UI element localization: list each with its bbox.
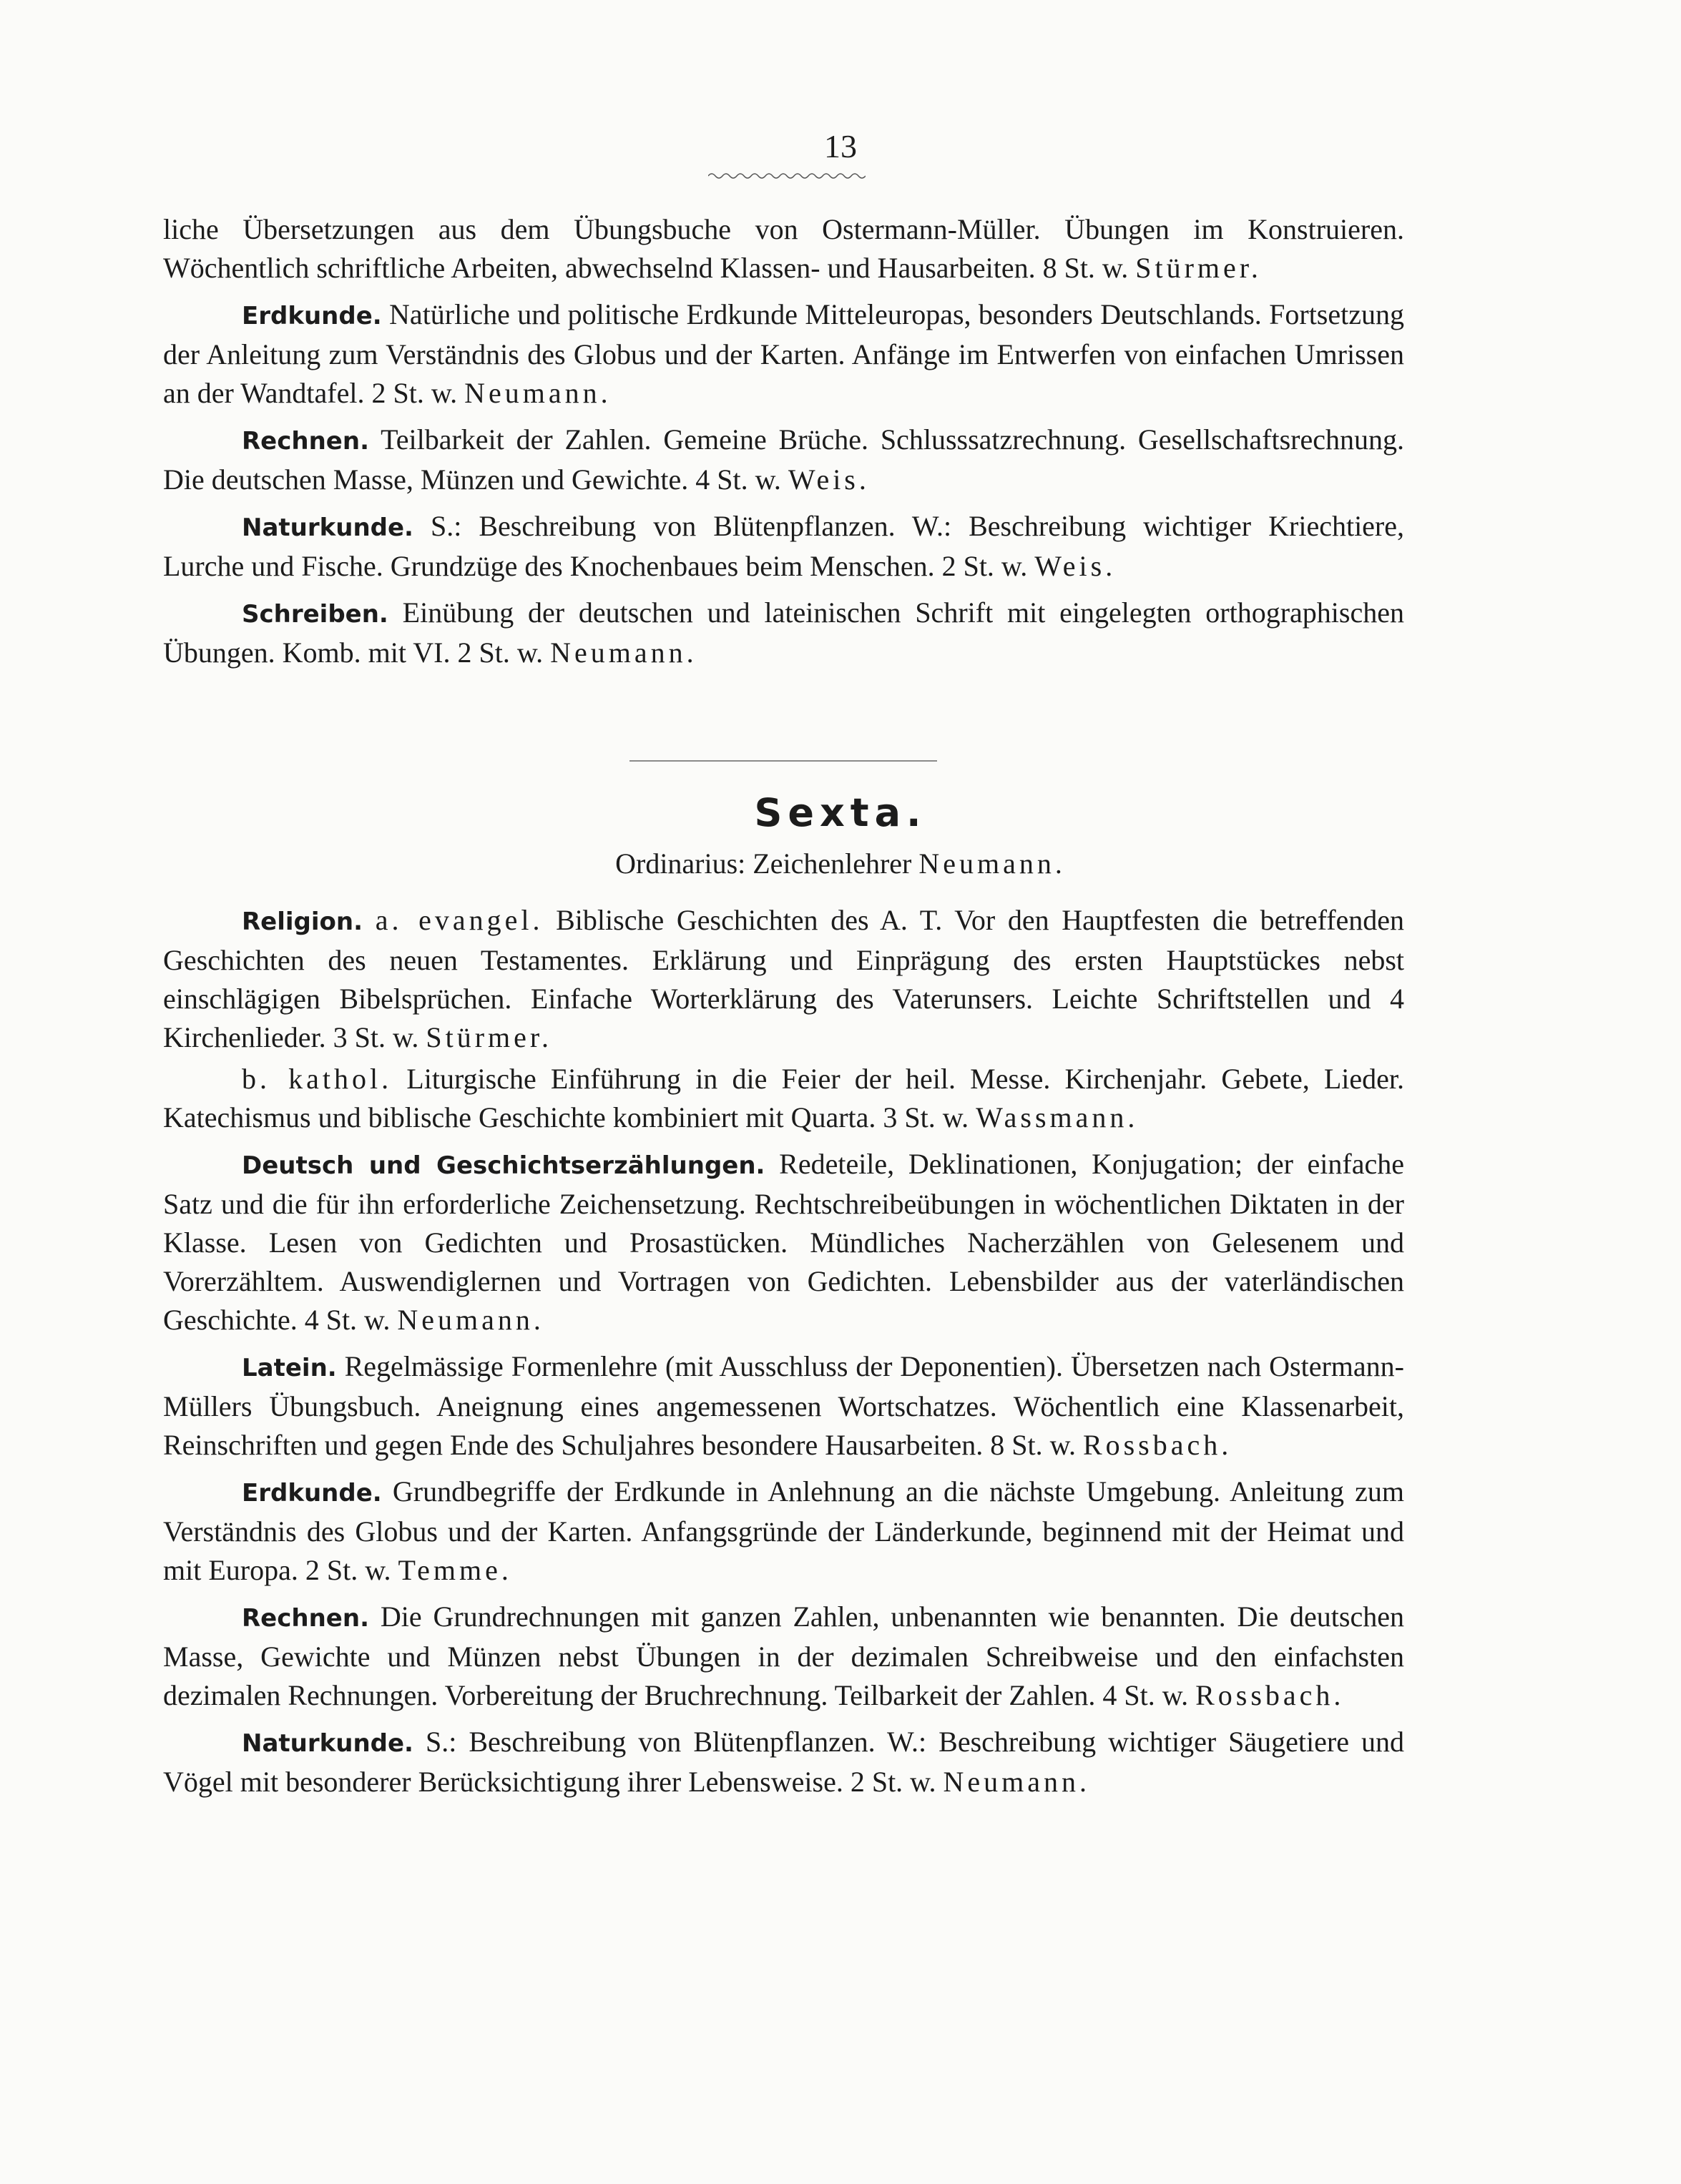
teacher-name: Wassmann. — [976, 1101, 1139, 1133]
subject-heading: Erdkunde. — [242, 302, 382, 330]
entry-paragraph: Erdkunde. Natürliche und politische Erdkunde Mitteleuropas, besonders Deutschlands. Fortsetzung der Anleitung zum Verständnis des Globus und der Karten. Anfänge im Entwerfen von einfachen Umrissen an der Wandtafel. 2 St. w. Neumann. — [163, 298, 1404, 409]
section-title: Sexta. — [754, 790, 927, 835]
teacher-name: Stürmer. — [426, 1021, 552, 1053]
page-number: 13 — [824, 128, 857, 164]
ordinarius-line: Ordinarius: Zeichenlehrer Neumann. — [615, 847, 1066, 880]
subject-heading: Rechnen. — [242, 1604, 369, 1633]
entry-paragraph: Naturkunde. S.: Beschreibung von Blütenpflanzen. W.: Beschreibung wichtiger Säugetiere und Vögel mit besonderer Berücksichtigung ihrer Lebensweise. 2 St. w. Neumann. — [163, 1726, 1405, 1798]
subject-heading: Latein. — [242, 1354, 337, 1382]
entry-paragraph: Naturkunde. S.: Beschreibung von Blütenpflanzen. W.: Beschreibung wichtiger Kriechtiere, Lurche und Fische. Grundzüge des Knochenbaues beim Menschen. 2 St. w. Weis. — [163, 510, 1405, 582]
subject-heading: Erdkunde. — [242, 1479, 382, 1507]
top-section — [163, 210, 1404, 672]
subject-heading: Deutsch und Geschichtserzählungen. — [242, 1151, 765, 1180]
teacher-name: Stürmer. — [1135, 252, 1262, 284]
teacher-name: Weis. — [788, 463, 870, 496]
teacher-name: Weis. — [1034, 550, 1117, 582]
continuation-paragraph: liche Übersetzungen aus dem Übungsbuche von Ostermann-Müller. Übungen im Konstruieren. Wöchentlich schriftliche Arbeiten, abwechselnd Klassen- und Hausarbeiten. 8 St. w. Stürmer. — [163, 213, 1404, 284]
subject-heading: Religion. — [242, 907, 363, 936]
teacher-name: Neumann. — [943, 1766, 1090, 1798]
page-number-ornament — [708, 172, 866, 180]
teacher-name: Neumann. — [918, 847, 1066, 880]
subject-heading: Rechnen. — [242, 427, 369, 456]
teacher-name: Temme. — [398, 1554, 512, 1586]
entry-paragraph: Schreiben. Einübung der deutschen und lateinischen Schrift mit eingelegten orthographischen Übungen. Komb. mit VI. 2 St. w. Neumann. — [163, 596, 1404, 669]
subject-heading: Naturkunde. — [242, 1729, 413, 1758]
entry-paragraph: Erdkunde. Grundbegriffe der Erdkunde in Anlehnung an die nächste Umgebung. Anleitung zum Verständnis des Globus und der Karten. Anfangsgründe der Länderkunde, beginnend mit der Heimat und mit Europa. 2 St. w. Temme. — [163, 1475, 1404, 1586]
sexta-section — [163, 901, 1404, 1801]
teacher-name: Neumann. — [397, 1304, 544, 1336]
teacher-name: Rossbach. — [1195, 1679, 1345, 1711]
teacher-name: Neumann. — [464, 377, 612, 409]
entry-paragraph: Latein. Regelmässige Formenlehre (mit Ausschluss der Deponentien). Übersetzen nach Ostermann-Müllers Übungsbuch. Aneignung eines angemessenen Wortschatzes. Wöchentlich eine Klassenarbeit, Reinschriften und gegen Ende des Schuljahres besondere Hausarbeiten. 8 St. w. Rossbach. — [163, 1350, 1404, 1461]
entry-paragraph: Rechnen. Die Grundrechnungen mit ganzen Zahlen, unbenannten wie benannten. Die deutschen Masse, Gewichte und Münzen nebst Übungen in der dezimalen Schreibweise und den einfachsten dezimalen Rechnungen. Vorbereitung der Bruchrechnung. Teilbarkeit der Zahlen. 4 St. w. Rossbach. — [163, 1600, 1404, 1711]
religion-paragraph: Religion. a. evangel. Biblische Geschichten des A. T. Vor den Hauptfesten die betreffenden Geschichten des neuen Testamentes. Erklärung und Einprägung des ersten Hauptstückes nebst einschlägigen Bibelsprüchen. Einfache Worterklärung des Vaterunsers. Leichte Schriftstellen und 4 Kirchenlieder. 3 St. w. Stürmer. — [163, 904, 1405, 1053]
religion-catholic-paragraph: b. kathol. Liturgische Einführung in die Feier der heil. Messe. Kirchenjahr. Gebete, Lieder. Katechismus und biblische Geschichte kombiniert mit Quarta. 3 St. w. Wassmann. — [163, 1063, 1405, 1133]
entry-paragraph: Rechnen. Teilbarkeit der Zahlen. Gemeine Brüche. Schlusssatzrechnung. Gesellschaftsrechnung. Die deutschen Masse, Münzen und Gewichte. 4 St. w. Weis. — [163, 423, 1404, 496]
teacher-name: Rossbach. — [1082, 1429, 1232, 1461]
entry-paragraph: Deutsch und Geschichtserzählungen. Redeteile, Deklinationen, Konjugation; der einfache Satz und die für ihn erforderliche Zeichensetzung. Rechtschreibeübungen in wöchentlichen Diktaten in der Klasse. Lesen von Gedichten und Prosastücken. Mündliches Nacherzählen von Gelesenem und Vorerzähltem. Auswendiglernen und Vortragen von Gedichten. Lebensbilder aus der vaterländischen Geschichte. 4 St. w. Neumann. — [163, 1148, 1404, 1336]
subject-heading: Naturkunde. — [242, 513, 413, 542]
teacher-name: Neumann. — [550, 636, 697, 669]
section-divider — [629, 760, 937, 762]
subject-heading: Schreiben. — [242, 600, 388, 629]
